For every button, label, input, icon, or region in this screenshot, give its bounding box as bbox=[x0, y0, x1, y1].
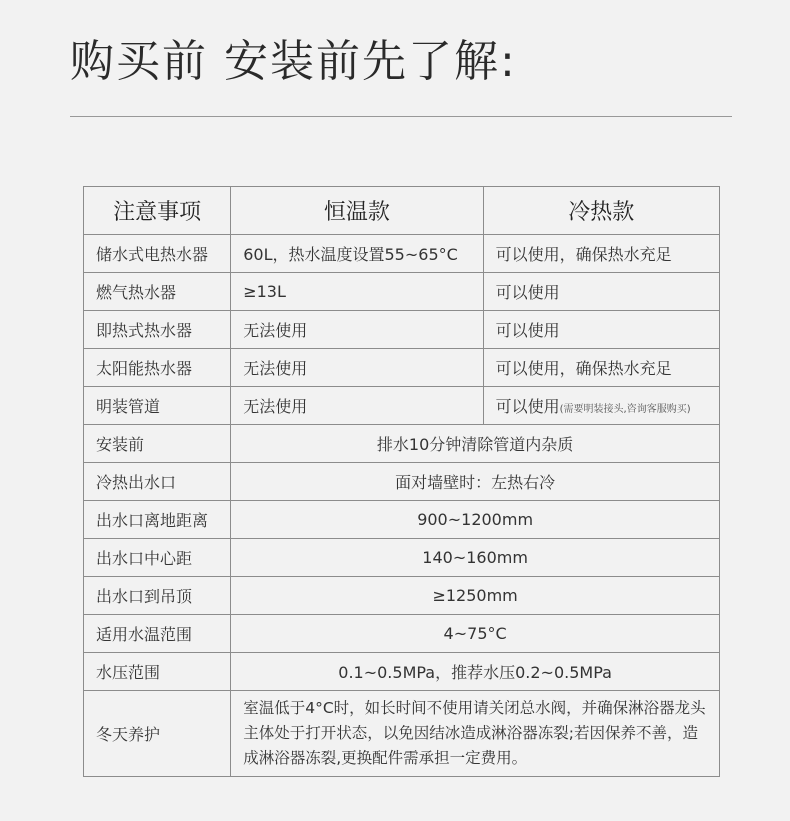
row-label: 出水口中心距 bbox=[84, 539, 231, 577]
header-item: 注意事项 bbox=[84, 187, 231, 235]
merged-value-cell: 4~75°C bbox=[231, 615, 720, 653]
winter-care-text: 室温低于4°C时，如长时间不使用请关闭总水阀，并确保淋浴器龙头主体处于打开状态，以免因结冰造成淋浴器冻裂;若因保养不善，造成淋浴器冻裂,更换配件需承担一定费用。 bbox=[231, 691, 720, 777]
row-label: 安装前 bbox=[84, 425, 231, 463]
table-row bbox=[84, 501, 720, 539]
hot-cold-cell: 可以使用 bbox=[483, 273, 719, 311]
table-row bbox=[84, 653, 720, 691]
row-label: 冷热出水口 bbox=[84, 463, 231, 501]
constant-temp-cell: 无法使用 bbox=[231, 387, 483, 425]
table-row bbox=[84, 539, 720, 577]
table-row bbox=[84, 273, 720, 311]
page-title: 购买前 安装前先了解: bbox=[70, 36, 517, 87]
table-header-row bbox=[84, 187, 720, 235]
row-label: 太阳能热水器 bbox=[84, 349, 231, 387]
constant-temp-cell: 无法使用 bbox=[231, 349, 483, 387]
hot-cold-cell: 可以使用，确保热水充足 bbox=[483, 349, 719, 387]
merged-value-cell: 面对墙壁时：左热右冷 bbox=[231, 463, 720, 501]
table-row bbox=[84, 311, 720, 349]
hot-cold-cell bbox=[483, 387, 719, 425]
title-divider bbox=[70, 116, 732, 117]
hot-cold-cell: 可以使用，确保热水充足 bbox=[483, 235, 719, 273]
accessory-note: (需要明装接头,咨询客服购买) bbox=[559, 404, 691, 415]
constant-temp-cell: ≥13L bbox=[231, 273, 483, 311]
merged-value-cell: ≥1250mm bbox=[231, 577, 720, 615]
table-row bbox=[84, 387, 720, 425]
row-label: 出水口离地距离 bbox=[84, 501, 231, 539]
table-row bbox=[84, 463, 720, 501]
table-row bbox=[84, 235, 720, 273]
row-label: 燃气热水器 bbox=[84, 273, 231, 311]
spec-table bbox=[83, 186, 720, 777]
merged-value-cell: 排水10分钟清除管道内杂质 bbox=[231, 425, 720, 463]
hot-cold-value: 可以使用 bbox=[495, 397, 560, 416]
hot-cold-cell: 可以使用 bbox=[483, 311, 719, 349]
constant-temp-cell: 60L，热水温度设置55~65°C bbox=[231, 235, 483, 273]
row-label: 储水式电热水器 bbox=[84, 235, 231, 273]
merged-value-cell: 140~160mm bbox=[231, 539, 720, 577]
row-label: 冬天养护 bbox=[84, 691, 231, 777]
row-label: 出水口到吊顶 bbox=[84, 577, 231, 615]
constant-temp-cell: 无法使用 bbox=[231, 311, 483, 349]
row-label: 适用水温范围 bbox=[84, 615, 231, 653]
row-label: 水压范围 bbox=[84, 653, 231, 691]
row-label: 即热式热水器 bbox=[84, 311, 231, 349]
header-constant-temp: 恒温款 bbox=[231, 187, 483, 235]
row-label: 明装管道 bbox=[84, 387, 231, 425]
table-row bbox=[84, 425, 720, 463]
table-row bbox=[84, 349, 720, 387]
merged-value-cell: 900~1200mm bbox=[231, 501, 720, 539]
table-row bbox=[84, 577, 720, 615]
table-row bbox=[84, 615, 720, 653]
header-hot-cold: 冷热款 bbox=[483, 187, 719, 235]
merged-value-cell: 0.1~0.5MPa，推荐水压0.2~0.5MPa bbox=[231, 653, 720, 691]
table-row-winter bbox=[84, 691, 720, 777]
